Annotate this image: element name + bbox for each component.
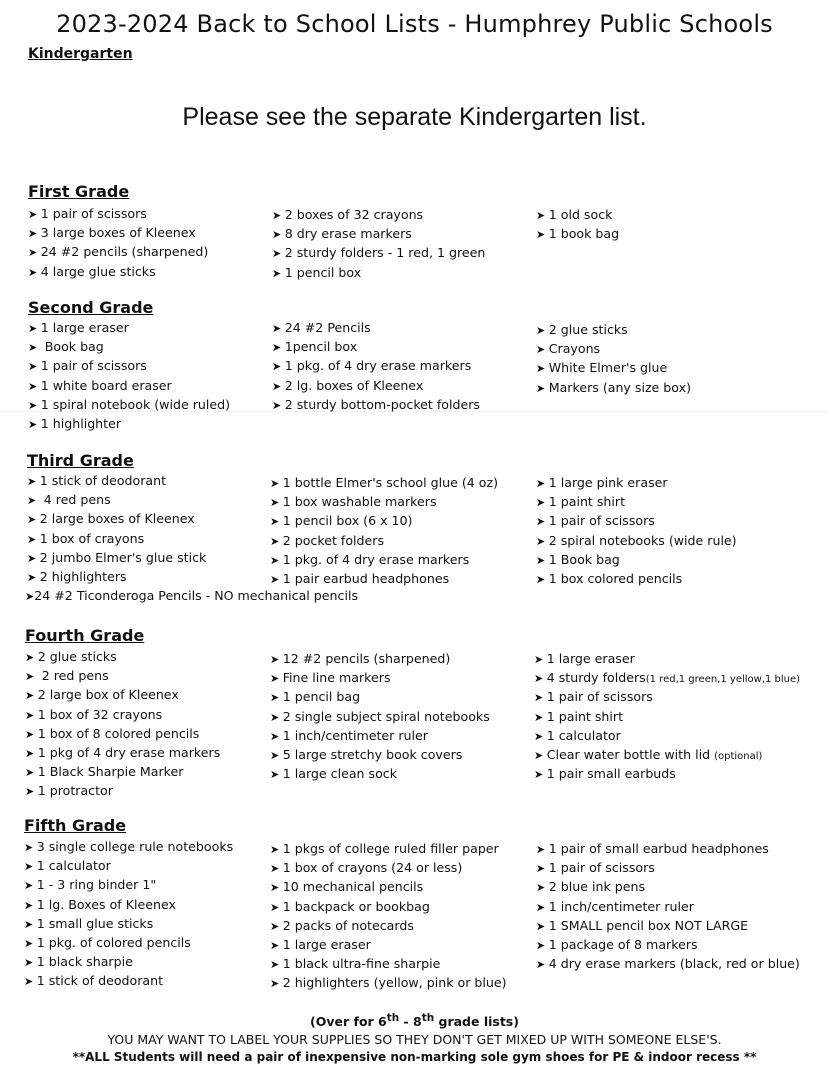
list-item: ➤ 2 pocket folders	[270, 531, 498, 550]
bottle-optional-note: (optional)	[714, 750, 763, 762]
list-item: ➤ 10 mechanical pencils	[270, 877, 507, 896]
list-item: ➤ 1 pair of scissors	[28, 204, 208, 223]
fifth-grade-col1	[24, 837, 233, 991]
list-item: ➤ 24 #2 Pencils	[272, 318, 480, 337]
list-item: ➤ 1 pair of small earbud headphones	[536, 839, 800, 858]
list-item: ➤ 2 lg. boxes of Kleenex	[272, 376, 480, 395]
fourth-grade-col1	[25, 647, 220, 801]
list-item: ➤ 1 pkg. of colored pencils	[24, 933, 233, 952]
list-item: ➤ 1 box colored pencils	[536, 569, 737, 588]
fourth-grade-col3	[534, 649, 800, 783]
list-item: ➤ 1 pkgs of college ruled filler paper	[270, 839, 507, 858]
list-item: ➤ 1 large eraser	[28, 318, 230, 337]
list-item: ➤ Crayons	[536, 339, 691, 358]
list-item: ➤ 1 black ultra-fine sharpie	[270, 954, 507, 973]
list-item: ➤ 1 box of crayons (24 or less)	[270, 858, 507, 877]
list-item: ➤ 1pencil box	[272, 337, 480, 356]
list-item: ➤ 1 pkg of 4 dry erase markers	[25, 743, 220, 762]
list-item: ➤ 24 #2 pencils (sharpened)	[28, 242, 208, 261]
over-note-prefix: (Over for 6	[310, 1014, 387, 1030]
over-note-mid: - 8	[399, 1014, 422, 1030]
third-grade-heading: Third Grade	[27, 451, 134, 470]
list-item: ➤ 2 spiral notebooks (wide rule)	[536, 531, 737, 550]
third-grade-col3	[536, 473, 737, 588]
list-item: ➤ 1 backpack or bookbag	[270, 897, 507, 916]
list-item: ➤ 1 large eraser	[534, 649, 800, 668]
list-item: ➤ 5 large stretchy book covers	[270, 745, 490, 764]
list-item: ➤ Book bag	[28, 337, 230, 356]
list-item: ➤ 2 boxes of 32 crayons	[272, 205, 485, 224]
list-item: ➤ Markers (any size box)	[536, 378, 691, 397]
label-supplies-note: YOU MAY WANT TO LABEL YOUR SUPPLIES SO THEY DON'T GET MIXED UP WITH SOMEONE ELSE'S.	[107, 1032, 722, 1047]
list-item: ➤ 2 blue ink pens	[536, 877, 800, 896]
list-item: ➤ White Elmer's glue	[536, 358, 691, 377]
fifth-grade-heading: Fifth Grade	[24, 816, 127, 835]
folders-colors-note: (1 red,1 green,1 yellow,1 blue)	[645, 674, 801, 686]
fourth-grade-heading: Fourth Grade	[25, 626, 145, 645]
list-item: ➤ 1 Black Sharpie Marker	[25, 762, 220, 781]
list-item: ➤ 4 red pens	[27, 490, 206, 509]
fourth-grade-col2	[270, 649, 490, 783]
list-item	[534, 668, 800, 687]
list-item: ➤ 1 box washable markers	[270, 492, 498, 511]
list-item: ➤ 1 pair of scissors	[534, 687, 800, 706]
first-grade-col1	[28, 204, 208, 281]
bottle-label: Clear water bottle with lid	[546, 746, 715, 762]
list-item: ➤ 1 pencil bag	[270, 687, 490, 706]
list-item: ➤ 1 pair of scissors	[28, 356, 230, 375]
list-item: ➤ 2 sturdy bottom-pocket folders	[272, 395, 480, 414]
list-item: ➤ 2 sturdy folders - 1 red, 1 green	[272, 243, 485, 262]
list-item: ➤ Fine line markers	[270, 668, 490, 687]
fifth-grade-col3	[536, 839, 800, 973]
list-item: ➤ 2 highlighters	[27, 567, 206, 586]
list-item: ➤ 1 inch/centimeter ruler	[536, 897, 800, 916]
list-item: ➤ 1 large clean sock	[270, 764, 490, 783]
list-item: ➤ 1 inch/centimeter ruler	[270, 726, 490, 745]
second-grade-col2	[272, 318, 480, 414]
fifth-grade-col2	[270, 839, 507, 993]
over-note-sup-th-2: th	[421, 1012, 435, 1024]
list-item: ➤ 2 packs of notecards	[270, 916, 507, 935]
list-item: ➤ 1 box of crayons	[27, 529, 206, 548]
document-title: 2023-2024 Back to School Lists - Humphrey Public Schools	[56, 10, 773, 38]
list-item: ➤ 3 single college rule notebooks	[24, 837, 233, 856]
list-item: ➤ 2 jumbo Elmer's glue stick	[27, 548, 206, 567]
second-grade-col3	[536, 320, 691, 397]
list-item: ➤ 1 pair small earbuds	[534, 764, 800, 783]
list-item: ➤ 1 pair earbud headphones	[270, 569, 498, 588]
list-item: ➤ 1 stick of deodorant	[24, 971, 233, 990]
list-item: ➤ 1 calculator	[24, 856, 233, 875]
list-item: ➤ 2 highlighters (yellow, pink or blue)	[270, 973, 507, 992]
list-item: ➤ 1 black sharpie	[24, 952, 233, 971]
list-item: ➤ 1 highlighter	[28, 414, 230, 433]
list-item	[534, 745, 800, 764]
list-item: ➤ 1 calculator	[534, 726, 800, 745]
list-item: ➤ 1 spiral notebook (wide ruled)	[28, 395, 230, 414]
list-item: ➤ 1 small glue sticks	[24, 914, 233, 933]
list-item: ➤ 2 single subject spiral notebooks	[270, 707, 490, 726]
first-grade-col3	[536, 205, 619, 243]
list-item: ➤ 1 - 3 ring binder 1"	[24, 875, 233, 894]
list-item: ➤ 1 large pink eraser	[536, 473, 737, 492]
list-item: ➤ 1 Book bag	[536, 550, 737, 569]
second-grade-col1	[28, 318, 230, 433]
list-item: ➤ 1 paint shirt	[536, 492, 737, 511]
over-note-suffix: grade lists)	[434, 1014, 519, 1030]
list-item: ➤ 12 #2 pencils (sharpened)	[270, 649, 490, 668]
list-item: ➤ 3 large boxes of Kleenex	[28, 223, 208, 242]
first-grade-col2	[272, 205, 485, 282]
first-grade-heading: First Grade	[28, 182, 130, 201]
gym-shoes-note: **ALL Students will need a pair of inexpensive non-marking sole gym shoes for PE & indoor recess **	[72, 1050, 757, 1064]
list-item: ➤ 8 dry erase markers	[272, 224, 485, 243]
list-item: ➤ 4 large glue sticks	[28, 262, 208, 281]
kindergarten-heading: Kindergarten	[28, 46, 133, 62]
list-item: ➤ 1 lg. Boxes of Kleenex	[24, 895, 233, 914]
second-grade-heading: Second Grade	[28, 298, 154, 317]
list-item: ➤ 2 red pens	[25, 666, 220, 685]
list-item: ➤ 1 pair of scissors	[536, 511, 737, 530]
third-grade-col2	[270, 473, 498, 588]
list-item: ➤ 1 pkg. of 4 dry erase markers	[272, 356, 480, 375]
list-item: ➤ 1 pair of scissors	[536, 858, 800, 877]
list-item: ➤ 1 bottle Elmer's school glue (4 oz)	[270, 473, 498, 492]
list-item: ➤ 1 pkg. of 4 dry erase markers	[270, 550, 498, 569]
list-item: ➤ 1 box of 8 colored pencils	[25, 724, 220, 743]
over-note-sup-th: th	[386, 1012, 400, 1024]
third-grade-col1	[27, 471, 206, 586]
list-item: ➤ 1 book bag	[536, 224, 619, 243]
list-item: ➤ 1 package of 8 markers	[536, 935, 800, 954]
list-item: ➤ 1 paint shirt	[534, 707, 800, 726]
list-item: ➤ 1 protractor	[25, 781, 220, 800]
list-item: ➤ 1 SMALL pencil box NOT LARGE	[536, 916, 800, 935]
list-item: ➤ 2 large box of Kleenex	[25, 685, 220, 704]
third-grade-pencils-line: ➤ 24 #2 Ticonderoga Pencils - NO mechanical pencils	[25, 586, 358, 606]
list-item: ➤ 1 white board eraser	[28, 376, 230, 395]
folders-label: 4 sturdy folders	[546, 670, 646, 686]
list-item: ➤ 1 pencil box	[272, 263, 485, 282]
list-item: ➤ 4 dry erase markers (black, red or blue)	[536, 954, 800, 973]
list-item: ➤ 1 old sock	[536, 205, 619, 224]
list-item: ➤ 1 large eraser	[270, 935, 507, 954]
list-item: ➤ 1 pencil box (6 x 10)	[270, 511, 498, 530]
over-note	[0, 1012, 829, 1029]
list-item: ➤ 1 stick of deodorant	[27, 471, 206, 490]
list-item: ➤ 2 glue sticks	[536, 320, 691, 339]
list-item: ➤ 1 box of 32 crayons	[25, 705, 220, 724]
list-item: ➤ 2 glue sticks	[25, 647, 220, 666]
kindergarten-note: Please see the separate Kindergarten list.	[182, 103, 647, 131]
list-item: ➤ 2 large boxes of Kleenex	[27, 509, 206, 528]
